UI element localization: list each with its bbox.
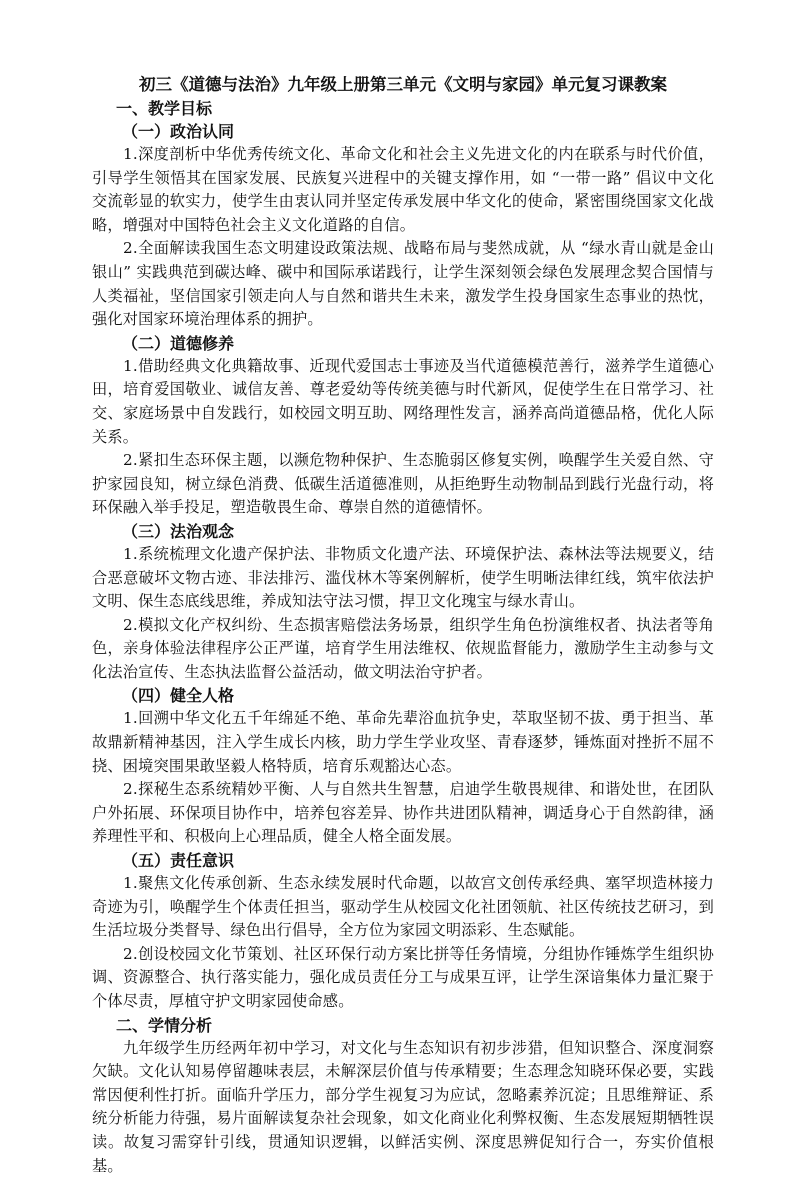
paragraph: 2.紧扣生态环保主题，以濒危物种保护、生态脆弱区修复实例，唤醒学生关爱自然、守护家园良知，树立绿色消费、低碳生活道德准则，从拒绝野生动物制品到践行光盘行动，将环保融入举手投足，塑造敬畏生命、尊崇自然的道德情怀。 xyxy=(92,451,714,517)
paragraph: 九年级学生历经两年初中学习，对文化与生态知识有初步涉猎，但知识整合、深度洞察欠缺。文化认知易停留趣味表层，未解深层价值与传承精要；生态理念知晓环保必要，实践常因便利性打折。面临升学压力，部分学生视复习为应试，忽略素养沉淀；且思维辩证、系统分析能力待强，易片面解读复杂社会现象，如文化商业化利弊权衡、生态发展短期牺牲误读。故复习需穿针引线，贯通知识逻辑，以鲜活实例、深度思辨促知行合一，夯实价值根基。 xyxy=(92,1038,714,1175)
paragraph: 2.模拟文化产权纠纷、生态损害赔偿法务场景，组织学生角色扮演维权者、执法者等角色，亲身体验法律程序公正严谨，培育学生用法维权、依规监督能力，激励学生主动参与文化法治宣传、生态执法监督公益活动，做文明法治守护者。 xyxy=(92,615,714,681)
subsection-heading-law: （三）法治观念 xyxy=(122,521,235,541)
section-heading-objectives: 一、教学目标 xyxy=(116,99,213,118)
paragraph: 2.创设校园文化节策划、社区环保行动方案比拼等任务情境，分组协作锤炼学生组织协调、资源整合、执行落实能力，强化成员责任分工与成果互评，让学生深谙集体力量汇聚于个体尽责，厚植守护文明家园使命感。 xyxy=(92,944,714,1010)
paragraph: 2.探秘生态系统精妙平衡、人与自然共生智慧，启迪学生敬畏规律、和谐处世，在团队户外拓展、环保项目协作中，培养包容差异、协作共进团队精神，调适身心于自然韵律，涵养理性平和、积极向上心理品质，健全人格全面发展。 xyxy=(92,780,714,846)
subsection-heading-responsibility: （五）责任意识 xyxy=(122,851,235,871)
paragraph: 1.系统梳理文化遗产保护法、非物质文化遗产法、环境保护法、森林法等法规要义，结合恶意破坏文物古迹、非法排污、滥伐林木等案例解析，使学生明晰法律红线，筑牢依法护文明、保生态底线思维，养成知法守法习惯，捍卫文化瑰宝与绿水青山。 xyxy=(92,544,714,611)
subsection-heading-personality: （四）健全人格 xyxy=(122,686,235,706)
paragraph: 1.借助经典文化典籍故事、近现代爱国志士事迹及当代道德模范善行，滋养学生道德心田，培育爱国敬业、诚信友善、尊老爱幼等传统美德与时代新风，促使学生在日常学习、社交、家庭场景中自发践行，如校园文明互助、网络理性发言，涵养高尚道德品格，优化人际关系。 xyxy=(92,356,714,446)
paragraph: 1.深度剖析中华优秀传统文化、革命文化和社会主义先进文化的内在联系与时代价值，引导学生领悟其在国家发展、民族复兴进程中的关键支撑作用，如 “一带一路” 倡议中文化交流彰显的软实力，使学生由衷认同并坚定传承发展中华文化的使命，紧密围绕国家文化战略，增强对中国特色社会主义文化道路的自信。 xyxy=(92,145,714,234)
paragraph: 2.全面解读我国生态文明建设政策法规、战略布局与斐然成就，从 “绿水青山就是金山银山” 实践典范到碳达峰、碳中和国际承诺践行，让学生深刻领会绿色发展理念契合国情与人类福祉，坚信国家引领走向人与自然和谐共生未来，激发学生投身国家生态事业的热忱，强化对国家环境治理体系的拥护。 xyxy=(92,239,714,329)
paragraph: 1.回溯中华文化五千年绵延不绝、革命先辈浴血抗争史，萃取坚韧不拔、勇于担当、革故鼎新精神基因，注入学生成长内核，助力学生学业攻坚、青春逐梦，锤炼面对挫折不屈不挠、困境突围果敢坚毅人格特质，培育乐观豁达心态。 xyxy=(92,709,714,775)
document-title: 初三《道德与法治》九年级上册第三单元《文明与家园》单元复习课教案 xyxy=(139,75,667,94)
subsection-heading-political: （一）政治认同 xyxy=(122,122,235,141)
subsection-heading-morality: （二）道德修养 xyxy=(122,333,235,353)
section-heading-learner-analysis: 二、学情分析 xyxy=(116,1015,213,1035)
paragraph: 1.聚焦文化传承创新、生态永续发展时代命题，以故宫文创传承经典、塞罕坝造林接力奇迹为引，唤醒学生个体责任担当，驱动学生从校园文化社团领航、社区传统技艺研习，到生活垃圾分类督导、绿色出行倡导，全方位为家园文明添彩、生态赋能。 xyxy=(92,874,714,940)
